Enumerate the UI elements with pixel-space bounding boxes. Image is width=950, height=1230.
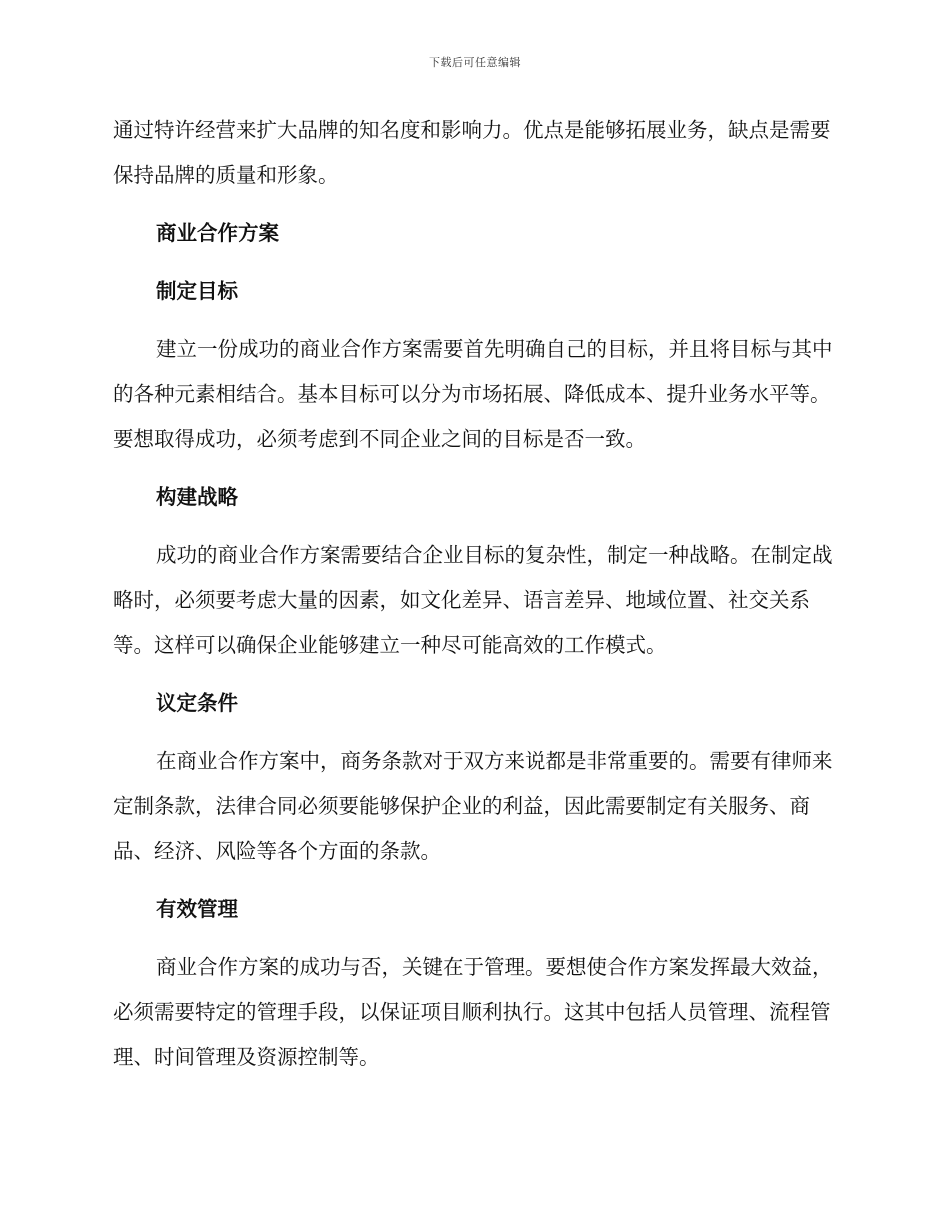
paragraph-build-strategy: 成功的商业合作方案需要结合企业目标的复杂性，制定一种战略。在制定战略时，必须要考虑大量的因素，如文化差异、语言差异、地域位置、社交关系等。这样可以确保企业能够建立一种尽可能高效的工作模式。 [113, 543, 833, 657]
section-heading-effective-management: 有效管理 [156, 897, 238, 921]
document-body [113, 108, 835, 1093]
section-heading-set-goals: 制定目标 [156, 279, 238, 303]
section-title-business-cooperation-plan: 商业合作方案 [156, 221, 279, 245]
page-header-note: 下载后可任意编辑 [429, 56, 521, 69]
paragraph-negotiate-terms: 在商业合作方案中，商务条款对于双方来说都是非常重要的。需要有律师来定制条款，法律合同必须要能够保护企业的利益，因此需要制定有关服务、商品、经济、风险等各个方面的条款。 [113, 749, 833, 863]
paragraph-effective-management: 商业合作方案的成功与否，关键在于管理。要想使合作方案发挥最大效益，必须需要特定的管理手段，以保证项目顺利执行。这其中包括人员管理、流程管理、时间管理及资源控制等。 [113, 955, 833, 1069]
section-heading-build-strategy: 构建战略 [156, 485, 238, 509]
paragraph-set-goals: 建立一份成功的商业合作方案需要首先明确自己的目标，并且将目标与其中的各种元素相结合。基本目标可以分为市场拓展、降低成本、提升业务水平等。要想取得成功，必须考虑到不同企业之间的目标是否一致。 [113, 337, 833, 451]
paragraph-franchise-summary: 通过特许经营来扩大品牌的知名度和影响力。优点是能够拓展业务，缺点是需要保持品牌的质量和形象。 [113, 118, 831, 187]
section-heading-negotiate-terms: 议定条件 [156, 691, 238, 715]
